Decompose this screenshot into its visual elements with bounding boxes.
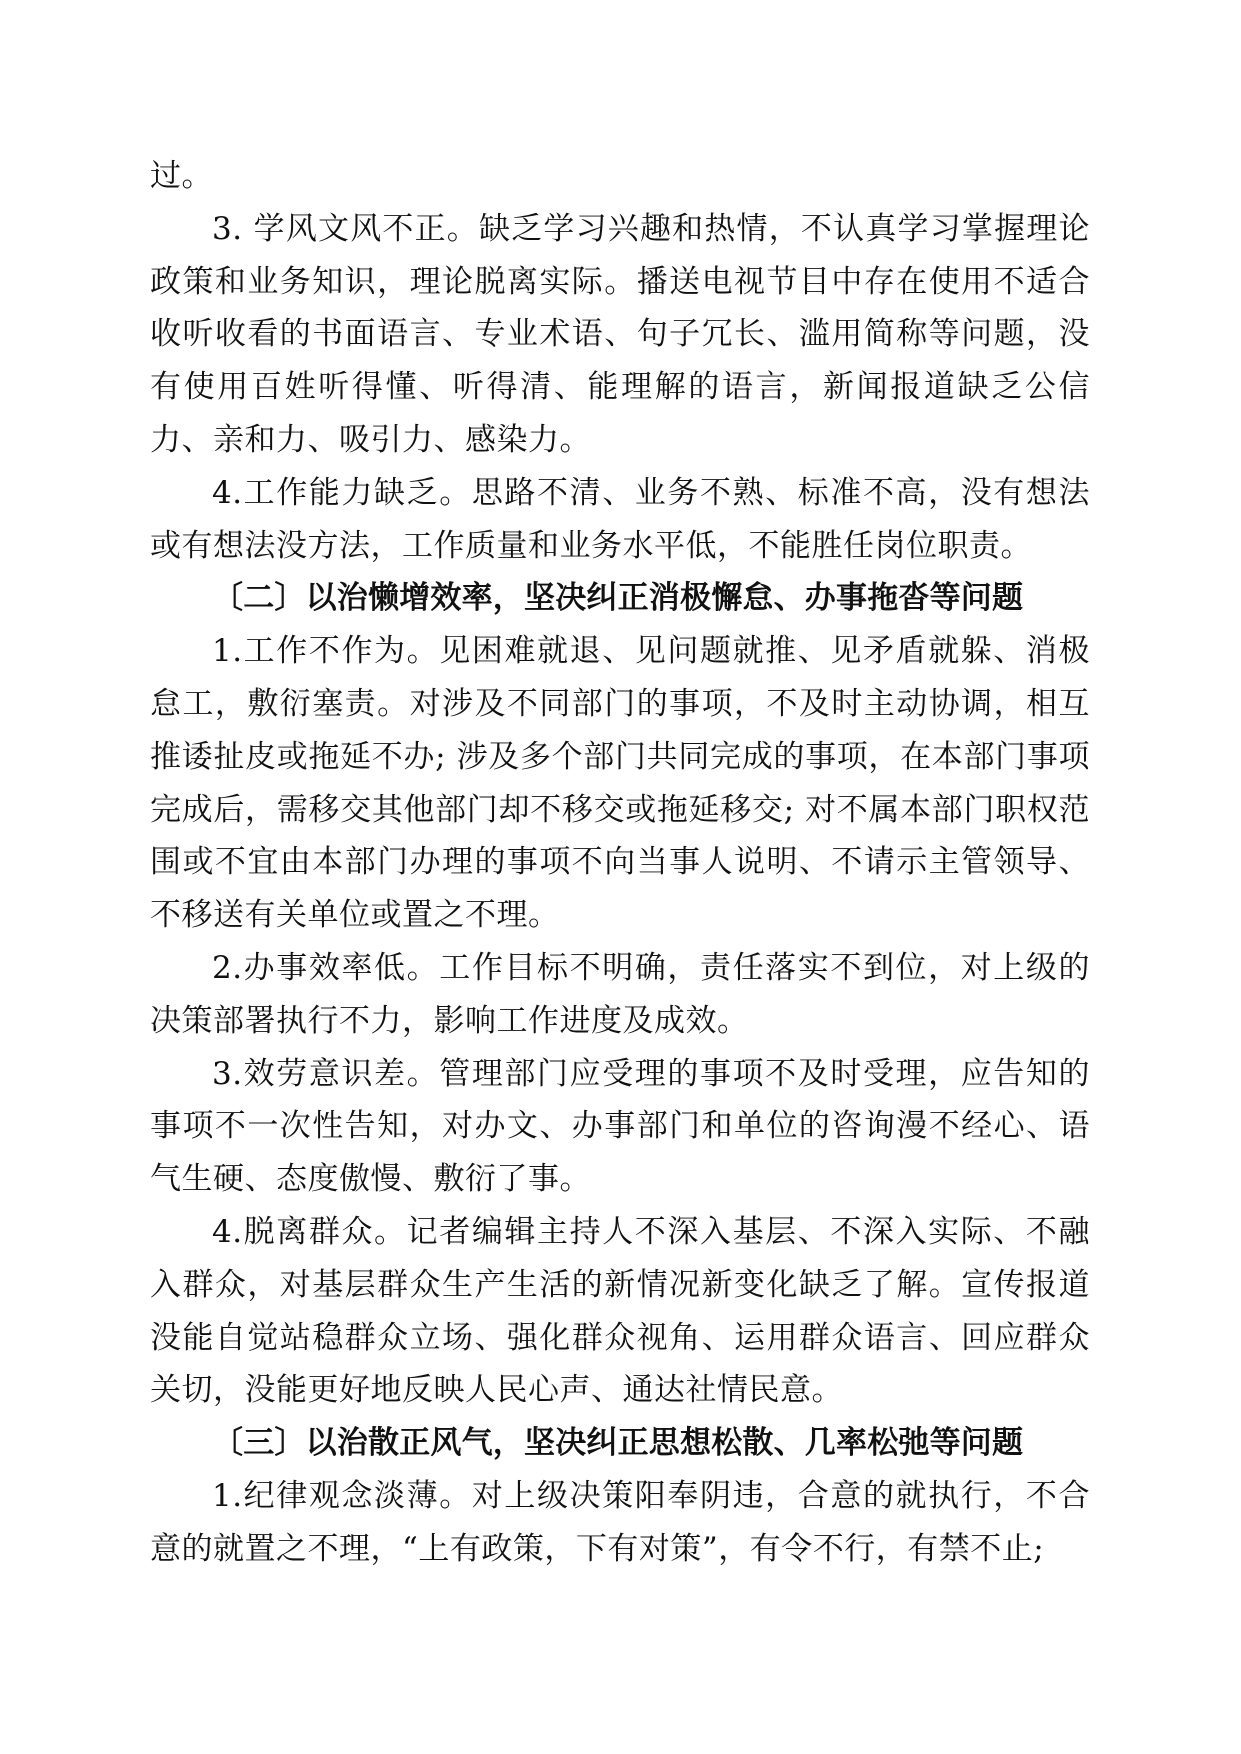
- paragraph-discipline: 1.纪律观念淡薄。对上级决策阳奉阴违，合意的就执行，不合意的就置之不理，“上有政策，下有对策”，有令不行，有禁不止;: [150, 1477, 1090, 1567]
- paragraph-efficiency: 2.办事效率低。工作目标不明确，责任落实不到位，对上级的决策部署执行不力，影响工作进度及成效。: [150, 949, 1090, 1039]
- paragraph-detached-from-masses: 4.脱离群众。记者编辑主持人不深入基层、不深入实际、不融入群众，对基层群众生产生活的新情况新变化缺乏了解。宣传报道没能自觉站稳群众立场、强化群众视角、运用群众语言、回应群众关切，没能更好地反映人民心声、通达社情民意。: [150, 1213, 1090, 1409]
- section-heading-two: 〔二〕以治懒增效率，坚决纠正消极懈怠、办事拖沓等问题: [212, 580, 1024, 617]
- section-heading-three: 〔三〕以治散正风气，坚决纠正思想松散、几率松弛等问题: [212, 1425, 1024, 1462]
- paragraph-continuation: 过。: [150, 158, 213, 194]
- paragraph-work-ability: 4.工作能力缺乏。思路不清、业务不熟、标准不高，没有想法或有想法没方法，工作质量和业务水平低，不能胜任岗位职责。: [150, 474, 1090, 564]
- paragraph-inaction: 1.工作不作为。见困难就退、见问题就推、见矛盾就躲、消极怠工，敷衍塞责。对涉及不同部门的事项，不及时主动协调，相互推诿扯皮或拖延不办; 涉及多个部门共同完成的事项，在本部门事项完成后，需移交其他部门却不移交或拖延移交; 对不属本部门职权范围或不宜由本部门办理的事项不向当事人说明、不请示主管领导、不移送有关单位或置之不理。: [150, 633, 1090, 934]
- paragraph-study-style: 3. 学风文风不正。缺乏学习兴趣和热情，不认真学习掌握理论政策和业务知识，理论脱离实际。播送电视节目中存在使用不适合收听收看的书面语言、专业术语、句子冗长、滥用简称等问题，没有使用百姓听得懂、听得清、能理解的语言，新闻报道缺乏公信力、亲和力、吸引力、感染力。: [150, 210, 1090, 458]
- paragraph-service-awareness: 3.效劳意识差。管理部门应受理的事项不及时受理，应告知的事项不一次性告知，对办文、办事部门和单位的咨询漫不经心、语气生硬、态度傲慢、敷衍了事。: [150, 1055, 1090, 1198]
- document-page: [150, 150, 1090, 1576]
